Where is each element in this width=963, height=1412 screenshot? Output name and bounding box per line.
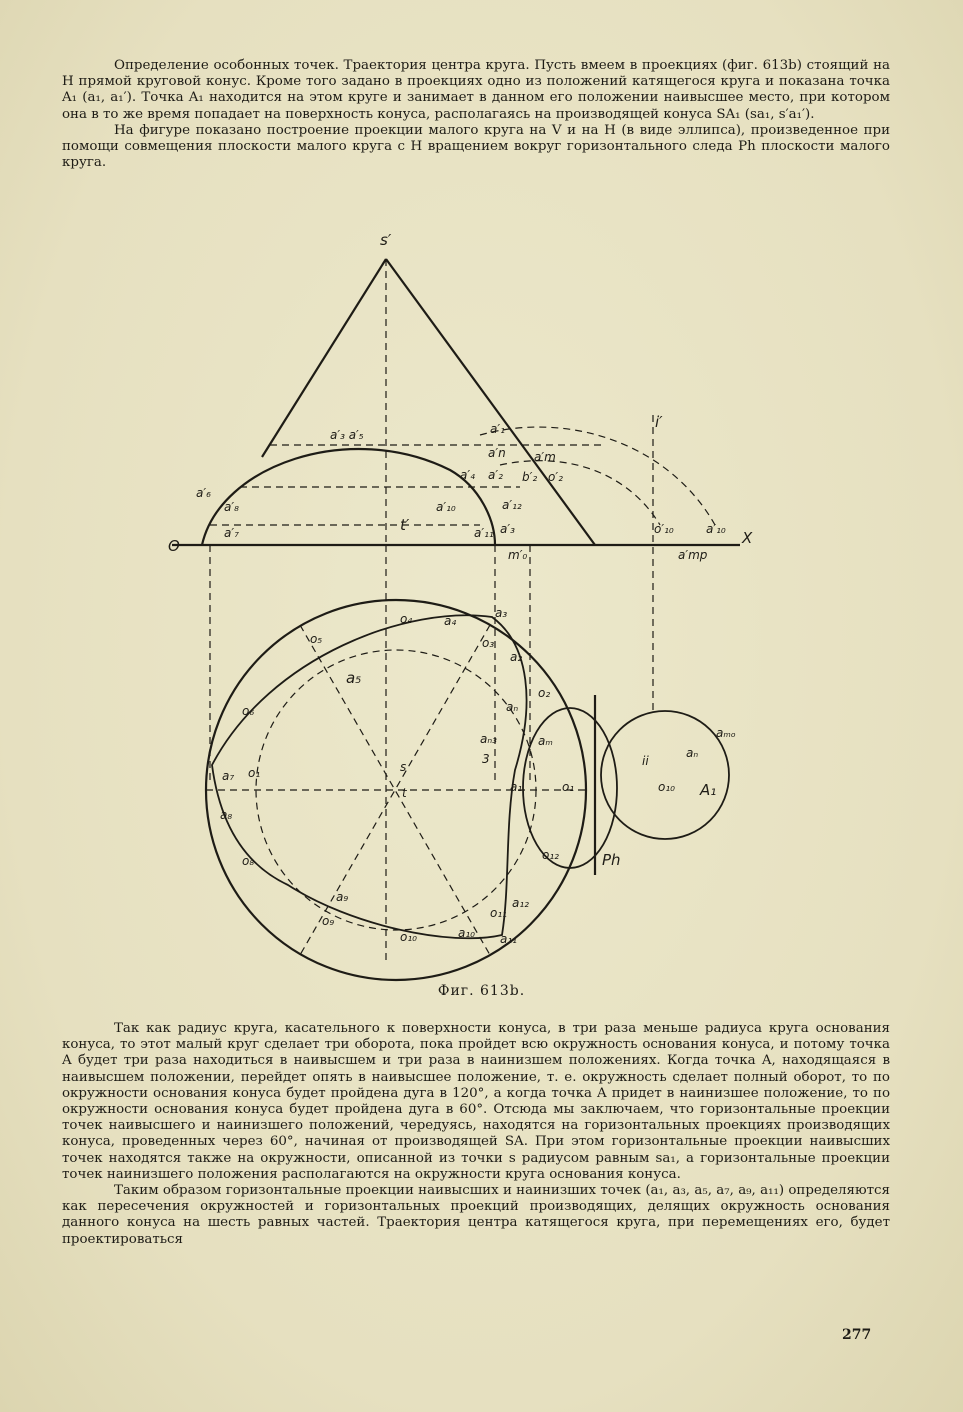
- label-A1: A₁: [700, 781, 717, 799]
- label-t: t: [402, 786, 407, 800]
- label-a6-prime: a′₆: [196, 486, 211, 500]
- label-amp-prime: a′mp: [678, 548, 708, 562]
- label-X: X: [742, 529, 753, 547]
- figure-caption: Фиг. 613b.: [437, 983, 526, 999]
- label-am-prime: a′m: [534, 450, 556, 464]
- label-an: aₙ: [506, 700, 519, 714]
- label-am: aₘ: [538, 734, 553, 748]
- label-a10-prime-right: a′₁₀: [706, 522, 726, 536]
- label-o4: o₄: [400, 612, 413, 626]
- label-num3: 3: [482, 752, 490, 766]
- label-an-right: aₙ: [686, 746, 699, 760]
- label-o10-right: o₁₀: [658, 780, 675, 794]
- label-s: s: [400, 760, 407, 774]
- page-number: 277: [842, 1327, 872, 1343]
- paragraph-top-1: Определение особонных точек. Траектория центра круга. Пусть вмеем в проекциях (фиг. 613b) стоящий на H прямой круговой конус. Кроме того задано в проекциях одно из положений катящегося круга и показана точка A₁ (a₁, a₁′). Точка A₁ находится на этом круге и занимает в данном его положении наивысшее место, при котором она в то же время попадает на поверхность конуса, располагаясь на производящей конуса SA₁ (sa₁, s′a₁′).: [62, 58, 890, 122]
- label-o8: o₈: [242, 854, 255, 868]
- figure-drawing: [150, 225, 770, 965]
- label-a9: a₉: [336, 890, 349, 904]
- label-a5: a₅: [346, 669, 362, 687]
- label-o-l: o₁: [248, 766, 261, 780]
- paragraph-top-2: На фигуре показано построение проекции малого круга на V и на H (в виде эллипса), произведенное при помощи совмещения плоскости малого круга с H вращением вокруг горизонтального следа Ph плоскости малого круга.: [62, 122, 890, 171]
- label-a8-prime: a′₈: [224, 500, 239, 514]
- label-o11: o₁₁: [490, 906, 507, 920]
- label-m0-prime: m′₀: [508, 548, 528, 562]
- label-a7-prime: a′₇: [224, 526, 239, 540]
- label-a4-prime: a′₄: [460, 468, 475, 482]
- label-o9: o₉: [322, 914, 335, 928]
- label-b2-prime: b′₂: [522, 470, 538, 484]
- label-s-prime: s′: [380, 231, 392, 249]
- label-amo: aₘₒ: [716, 726, 736, 740]
- base-circle-plan: [206, 600, 586, 980]
- label-o1: o₁: [562, 780, 575, 794]
- label-i-prime: i′: [655, 413, 663, 431]
- label-a3b-prime: a′₃: [500, 522, 515, 536]
- cone-right-side: [386, 259, 595, 545]
- label-o2-prime: o′₂: [548, 470, 563, 484]
- cone-left-side: [262, 259, 386, 457]
- label-a12-prime: a′₁₂: [502, 498, 522, 512]
- label-an3: aₙ₃: [480, 732, 497, 746]
- figure-613b: [150, 225, 770, 965]
- label-a12: a₁₂: [512, 896, 529, 910]
- paragraph-bottom-1: Так как радиус круга, касательного к поверхности конуса, в три раза меньше радиуса круга основания конуса, то этот малый круг сделает три оборота, пока пройдет всю окружность основания конуса, и потому точка A будет три раза находиться в наивысшем и три раза в наинизшем положениях. Когда точка A, находящаяся в наивысшем положении, перейдет опять в наивысшее положение, т. е. окружность сделает полный оборот, то по окружности основания конуса будет пройдена дуга в 120°, а когда точка A придет в наинизшее положение, то по окружности основания конуса будет пройдена дуга в 60°. Отсюда мы заключаем, что горизонтальные проекции точек наивысшего и наинизшего положений, чередуясь, находятся на горизонтальных проекциях производящих конуса, проведенных через 60°, начиная от производящей SA. При этом горизонтальные проекции наивысших точек находятся также на окружности, описанной из точки s радиусом равным sa₁, а горизонтальные проекции точек наинизшего положения располагаются на окружности круга основания конуса.: [62, 1021, 890, 1182]
- label-an-prime: a′n: [488, 446, 506, 460]
- small-circle-rotated: [601, 711, 729, 839]
- label-o10: o₁₀: [400, 930, 417, 944]
- label-a4: a₄: [444, 614, 457, 628]
- label-a3: a₃: [495, 606, 508, 620]
- label-a1-prime: a′₁: [490, 422, 505, 436]
- label-a2: a₂: [510, 650, 523, 664]
- paragraph-bottom-2: Таким образом горизонтальные проекции наивысших и наинизших точек (a₁, a₃, a₅, a₇, a₉, a₁₁) определяются как пересечения окружностей и горизонтальных проекций производящих, делящих окружность основания данного конуса на шесть равных частей. Траектория центра катящегося круга, при перемещениях его, будет проектироваться: [62, 1183, 890, 1247]
- label-a8: a₈: [220, 808, 233, 822]
- label-o12: o₁₂: [542, 848, 559, 862]
- label-a1: a₁: [510, 780, 523, 794]
- label-a3-a5-prime: a′₃ a′₅: [330, 428, 364, 442]
- label-o3: o₃: [482, 636, 495, 650]
- label-ii: ii: [642, 754, 649, 768]
- label-a10: a₁₀: [458, 926, 475, 940]
- label-o2: o₂: [538, 686, 551, 700]
- label-a2-prime: a′₂: [488, 468, 503, 482]
- ellipse-v-projection: [202, 449, 495, 545]
- label-o10-prime: o′₁₀: [654, 522, 674, 536]
- bottom-text-block: [62, 1021, 890, 1248]
- label-t-prime: t′: [400, 516, 410, 534]
- label-a10-prime: a′₁₀: [436, 500, 456, 514]
- label-a11-prime: a′₁₁: [474, 526, 494, 540]
- label-a11: a₁₁: [500, 932, 517, 946]
- label-o5: o₅: [310, 632, 323, 646]
- label-o6: o₆: [242, 704, 255, 718]
- label-a7: a₇: [222, 769, 235, 783]
- top-text-block: [62, 58, 890, 171]
- label-O: O: [168, 537, 180, 555]
- label-Ph: Ph: [602, 851, 621, 869]
